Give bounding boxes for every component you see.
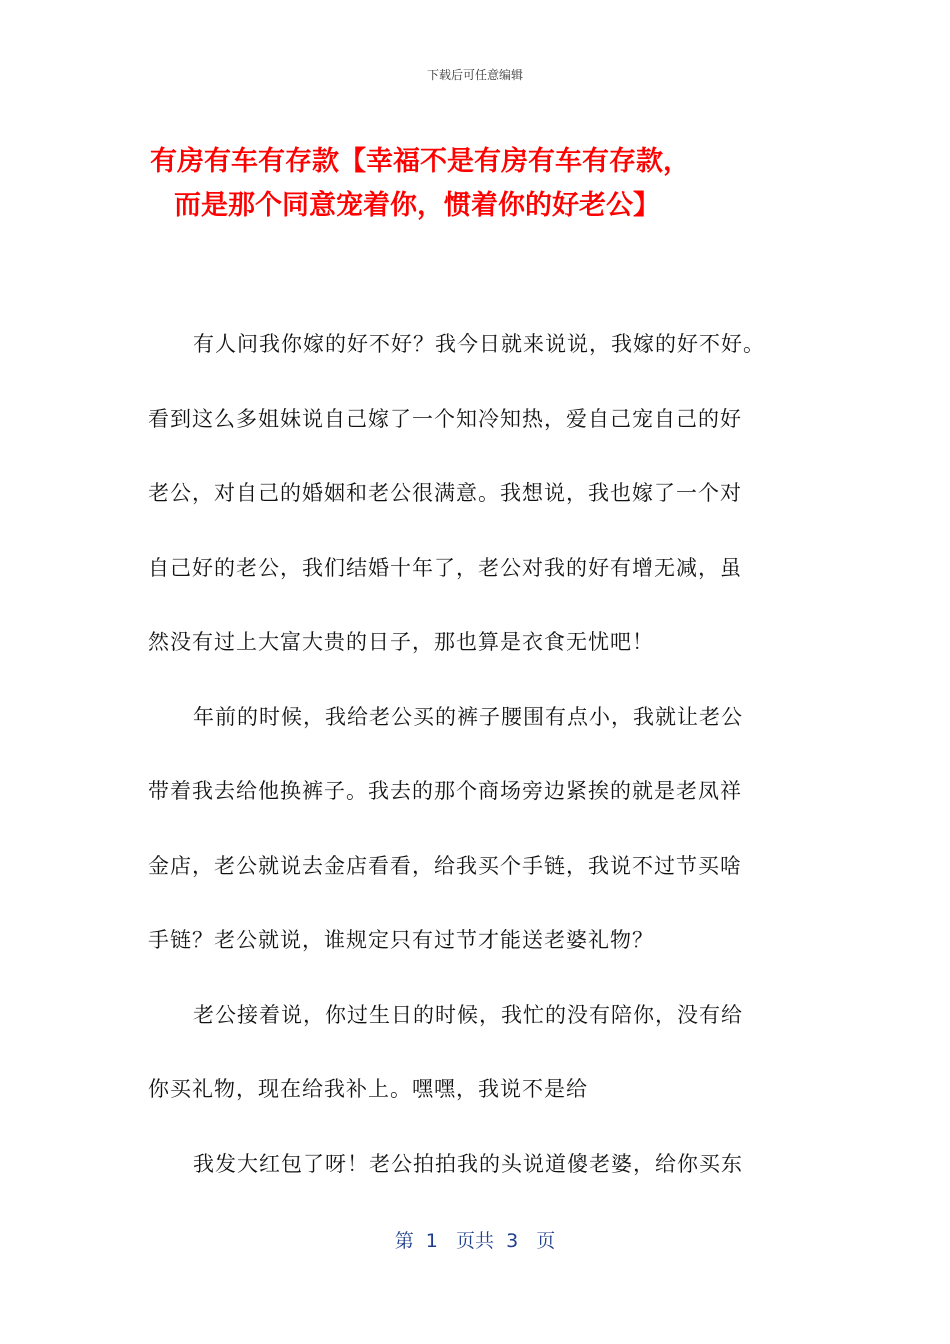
body-line: 年前的时候，我给老公买的裤子腰围有点小，我就让老公: [193, 704, 743, 729]
body-line: 有人问我你嫁的好不好？我今日就来说说，我嫁的好不好。: [193, 332, 765, 356]
page-header: 下载后可任意编辑: [426, 68, 523, 82]
body-line: 自己好的老公，我们结婚十年了，老公对我的好有增无减，虽: [148, 555, 742, 580]
body-line: 我发大红包了呀！老公拍拍我的头说道傻老婆，给你买东: [193, 1151, 743, 1176]
body-line: 老公，对自己的婚姻和老公很满意。我想说，我也嫁了一个对: [148, 481, 742, 505]
body-line: 手链？老公就说，谁规定只有过节才能送老婆礼物？: [148, 928, 654, 952]
body-line: 然没有过上大富大贵的日子，那也算是衣食无忧吧！: [148, 630, 654, 654]
article-body: [148, 326, 808, 1220]
body-line: 金店，老公就说去金店看看，给我买个手链，我说不过节买啥: [148, 853, 742, 878]
page-number-footer: 第 1 页共 3 页: [394, 1230, 556, 1252]
title-line-2: 而是那个同意宠着你，惯着你的好老公】: [174, 190, 660, 221]
body-line: 带着我去给他换裤子。我去的那个商场旁边紧挨的就是老凤祥: [148, 779, 742, 803]
body-line: 老公接着说，你过生日的时候，我忙的没有陪你，没有给: [193, 1002, 743, 1027]
document-title: [150, 140, 850, 228]
title-line-1: 有房有车有存款【幸福不是有房有车有存款，: [150, 146, 690, 177]
body-line: 你买礼物，现在给我补上。嘿嘿，我说不是给: [148, 1077, 588, 1101]
body-line: 看到这么多姐妹说自己嫁了一个知冷知热，爱自己宠自己的好: [148, 406, 742, 431]
